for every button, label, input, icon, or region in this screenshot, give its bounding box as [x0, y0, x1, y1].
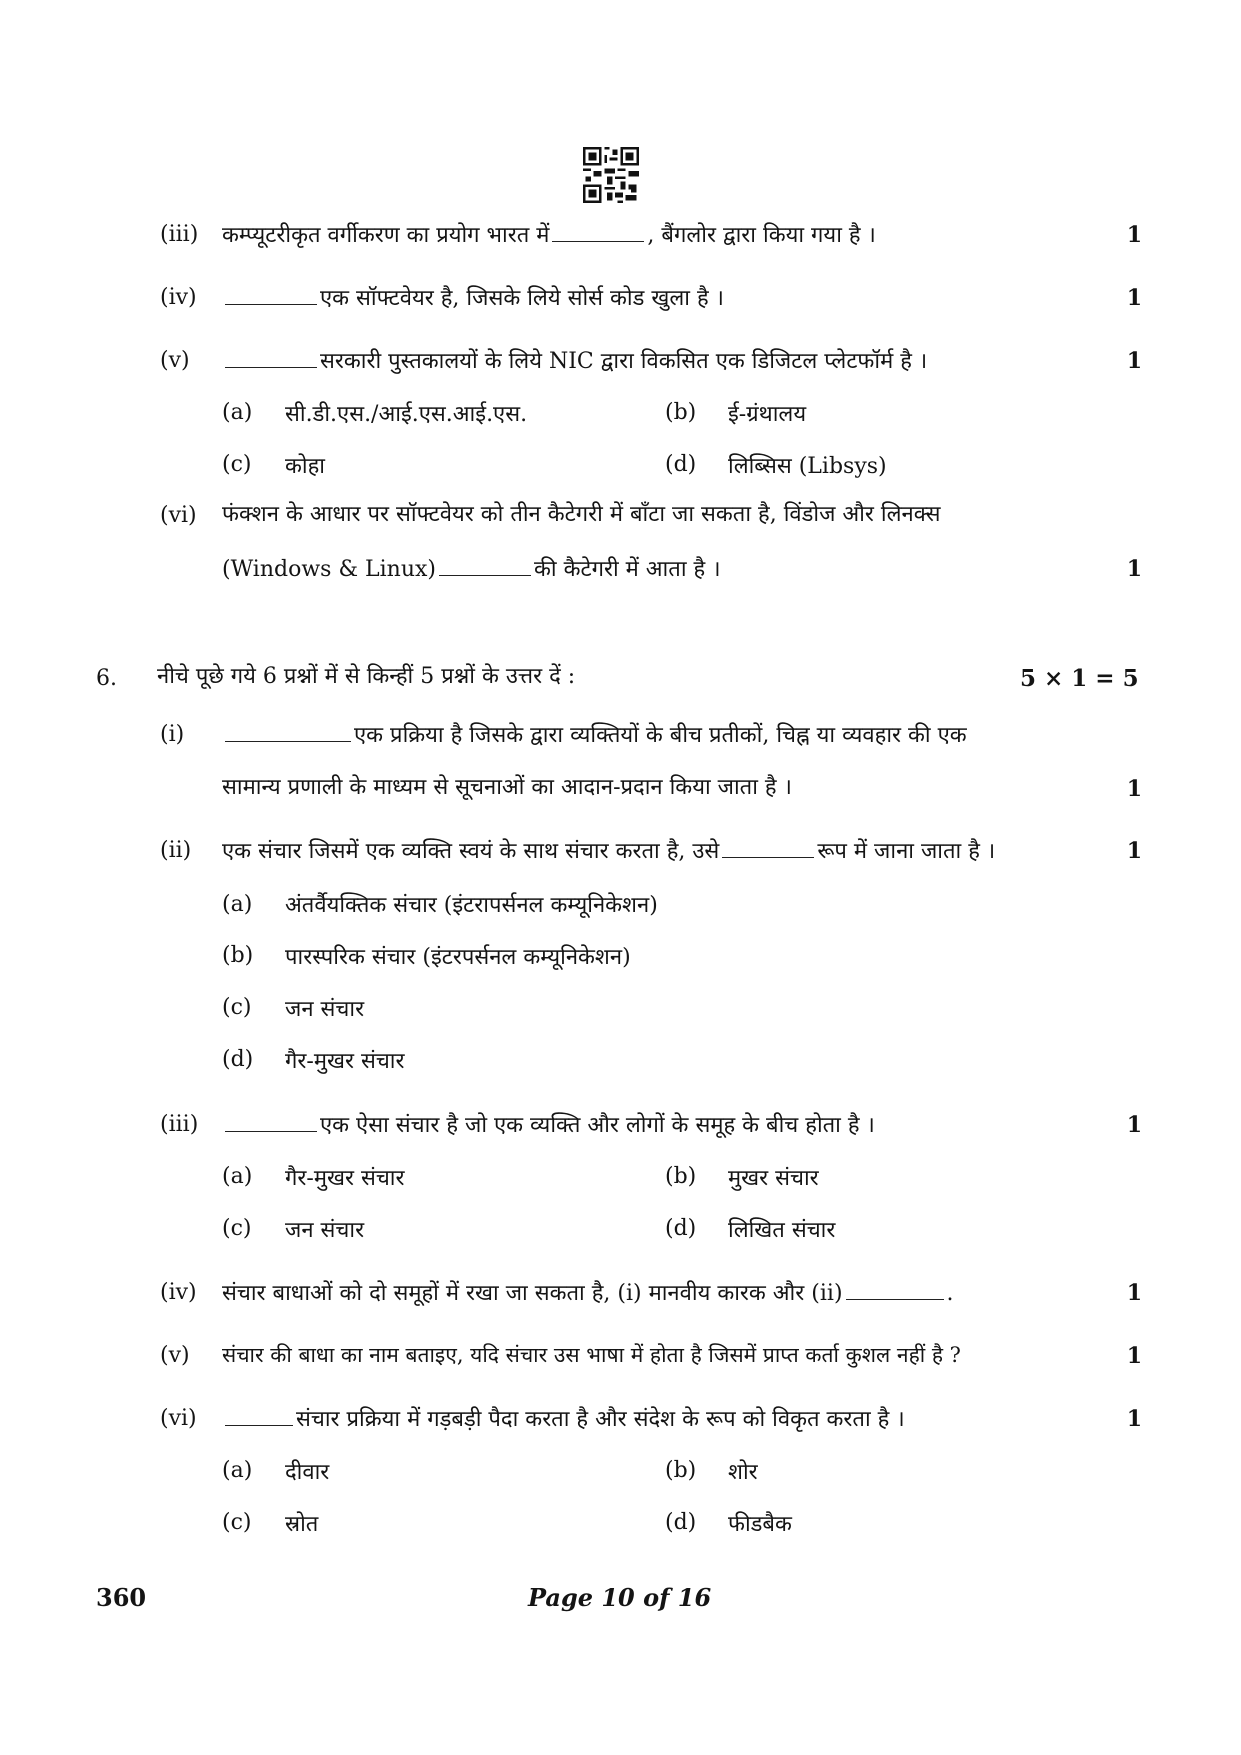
q6-iv-marks: 1 [1126, 1280, 1142, 1306]
page-number: Page 10 of 16 [528, 1583, 712, 1612]
q5-iv-text [222, 282, 724, 314]
q5-iv-marks: 1 [1126, 285, 1142, 311]
q5-iv-text-after: एक सॉफ्टवेयर है, जिसके लिये सोर्स कोड खुला है । [320, 286, 724, 311]
q5-iii-marks: 1 [1126, 222, 1142, 248]
q5-vi-line2-before: (Windows & Linux) [222, 557, 437, 582]
q6-iii-marks: 1 [1126, 1112, 1142, 1138]
q6-iii-option-c-label: (c) [222, 1216, 252, 1241]
q5-v-text-after: सरकारी पुस्तकालयों के लिये NIC द्वारा विकसित एक डिजिटल प्लेटफॉर्म है । [320, 349, 928, 374]
q5-v-option-c-text: कोहा [285, 454, 325, 479]
q6-ii-option-a-label: (a) [222, 892, 253, 917]
answer-blank [225, 1109, 317, 1132]
q6-vi-option-b-text: शोर [728, 1460, 758, 1485]
answer-blank [439, 553, 531, 576]
q5-v-option-d-label: (d) [665, 452, 697, 477]
q5-v-number: (v) [160, 348, 190, 373]
q6-ii-option-b-label: (b) [222, 943, 254, 968]
answer-blank [225, 719, 351, 742]
q5-v-option-a-label: (a) [222, 400, 253, 425]
q6-instruction: नीचे पूछे गये 6 प्रश्नों में से किन्हीं 5 प्रश्नों के उत्तर दें : [157, 664, 576, 689]
q6-i-line1-text: एक प्रक्रिया है जिसके द्वारा व्यक्तियों के बीच प्रतीकों, चिह्न या व्यवहार की एक [354, 723, 967, 748]
q6-i-marks: 1 [1126, 776, 1142, 802]
answer-blank [225, 282, 317, 305]
q6-vi-option-c-label: (c) [222, 1510, 252, 1535]
q5-vi-number: (vi) [160, 503, 197, 528]
q6-iv-text-after: . [946, 1281, 954, 1306]
qr-code-image [583, 145, 639, 205]
q6-ii-option-a-text: अंतर्वैयक्तिक संचार (इंटरापर्सनल कम्यूनिकेशन) [285, 893, 658, 918]
answer-blank [225, 1403, 293, 1426]
q6-i-line1 [222, 719, 967, 751]
q5-v-option-b-text: ई-ग्रंथालय [728, 402, 807, 427]
q6-vi-option-d-label: (d) [665, 1510, 697, 1535]
q5-iii-text [222, 219, 876, 251]
q5-iii-number: (iii) [160, 222, 199, 247]
q6-number: 6. [96, 666, 117, 691]
q6-vi-marks: 1 [1126, 1406, 1142, 1432]
q6-i-number: (i) [160, 722, 185, 747]
q6-iv-number: (iv) [160, 1280, 197, 1305]
q6-iii-option-d-label: (d) [665, 1216, 697, 1241]
answer-blank [225, 345, 317, 368]
answer-blank [552, 219, 644, 242]
q5-iv-number: (iv) [160, 285, 197, 310]
q6-iii-text-after: एक ऐसा संचार है जो एक व्यक्ति और लोगों के समूह के बीच होता है । [320, 1113, 875, 1138]
q6-iii-option-a-label: (a) [222, 1164, 253, 1189]
q5-vi-line1: फंक्शन के आधार पर सॉफ्टवेयर को तीन कैटेगरी में बाँटा जा सकता है, विंडोज और लिनक्स [222, 502, 941, 527]
q6-ii-text [222, 835, 995, 867]
q6-iii-number: (iii) [160, 1112, 199, 1137]
q6-iii-option-b-label: (b) [665, 1164, 697, 1189]
answer-blank [846, 1277, 944, 1300]
q6-vi-option-a-label: (a) [222, 1458, 253, 1483]
q6-ii-option-c-label: (c) [222, 995, 252, 1020]
q6-vi-option-c-text: स्रोत [285, 1512, 319, 1537]
q6-v-text: संचार की बाधा का नाम बताइए, यदि संचार उस भाषा में होता है जिसमें प्राप्त कर्ता कुशल नहीं है ? [222, 1343, 961, 1367]
q6-iii-option-c-text: जन संचार [285, 1218, 365, 1243]
q6-vi-option-b-label: (b) [665, 1458, 697, 1483]
answer-blank [722, 835, 814, 858]
q5-v-option-c-label: (c) [222, 452, 252, 477]
q6-ii-option-b-text: पारस्परिक संचार (इंटरपर्सनल कम्यूनिकेशन) [285, 945, 631, 970]
q6-v-number: (v) [160, 1343, 190, 1368]
q6-i-line2: सामान्य प्रणाली के माध्यम से सूचनाओं का आदान-प्रदान किया जाता है । [222, 775, 792, 800]
q6-ii-number: (ii) [160, 838, 192, 863]
q6-vi-option-a-text: दीवार [285, 1460, 330, 1485]
q6-ii-option-d-text: गैर-मुखर संचार [285, 1049, 405, 1074]
q6-total-marks: 5 × 1 = 5 [1020, 665, 1139, 692]
q5-vi-line2 [222, 553, 721, 585]
q5-v-marks: 1 [1126, 348, 1142, 374]
q6-vi-number: (vi) [160, 1406, 197, 1431]
q6-ii-marks: 1 [1126, 838, 1142, 864]
q6-ii-option-d-label: (d) [222, 1047, 254, 1072]
q6-iii-option-d-text: लिखित संचार [728, 1218, 836, 1243]
q5-vi-marks: 1 [1126, 556, 1142, 582]
q5-v-option-b-label: (b) [665, 400, 697, 425]
q5-v-option-a-text: सी.डी.एस./आई.एस.आई.एस. [285, 402, 528, 427]
q5-v-option-d-text: लिब्सिस (Libsys) [728, 454, 887, 479]
q6-ii-text-before: एक संचार जिसमें एक व्यक्ति स्वयं के साथ संचार करता है, उसे [222, 839, 720, 864]
q6-vi-text-after: संचार प्रक्रिया में गड़बड़ी पैदा करता है और संदेश के रूप को विकृत करता है । [296, 1407, 905, 1432]
q6-iii-option-a-text: गैर-मुखर संचार [285, 1166, 405, 1191]
q6-vi-text [222, 1403, 905, 1435]
q6-ii-text-after: रूप में जाना जाता है । [817, 839, 996, 864]
q5-vi-line2-after: की कैटेगरी में आता है । [534, 557, 721, 582]
q6-iv-text-before: संचार बाधाओं को दो समूहों में रखा जा सकता है, (i) मानवीय कारक और (ii) [222, 1281, 843, 1306]
q6-ii-option-c-text: जन संचार [285, 997, 365, 1022]
q5-iii-text-before: कम्प्यूटरीकृत वर्गीकरण का प्रयोग भारत में [222, 223, 550, 248]
q6-vi-option-d-text: फीडबैक [728, 1512, 792, 1537]
q5-iii-text-after: , बैंगलोर द्वारा किया गया है । [647, 223, 876, 248]
q6-v-marks: 1 [1126, 1343, 1142, 1369]
q6-iii-text [222, 1109, 875, 1141]
q5-v-text [222, 345, 927, 377]
q6-iv-text [222, 1277, 954, 1309]
q6-iii-option-b-text: मुखर संचार [728, 1166, 819, 1191]
paper-code: 360 [96, 1583, 147, 1612]
